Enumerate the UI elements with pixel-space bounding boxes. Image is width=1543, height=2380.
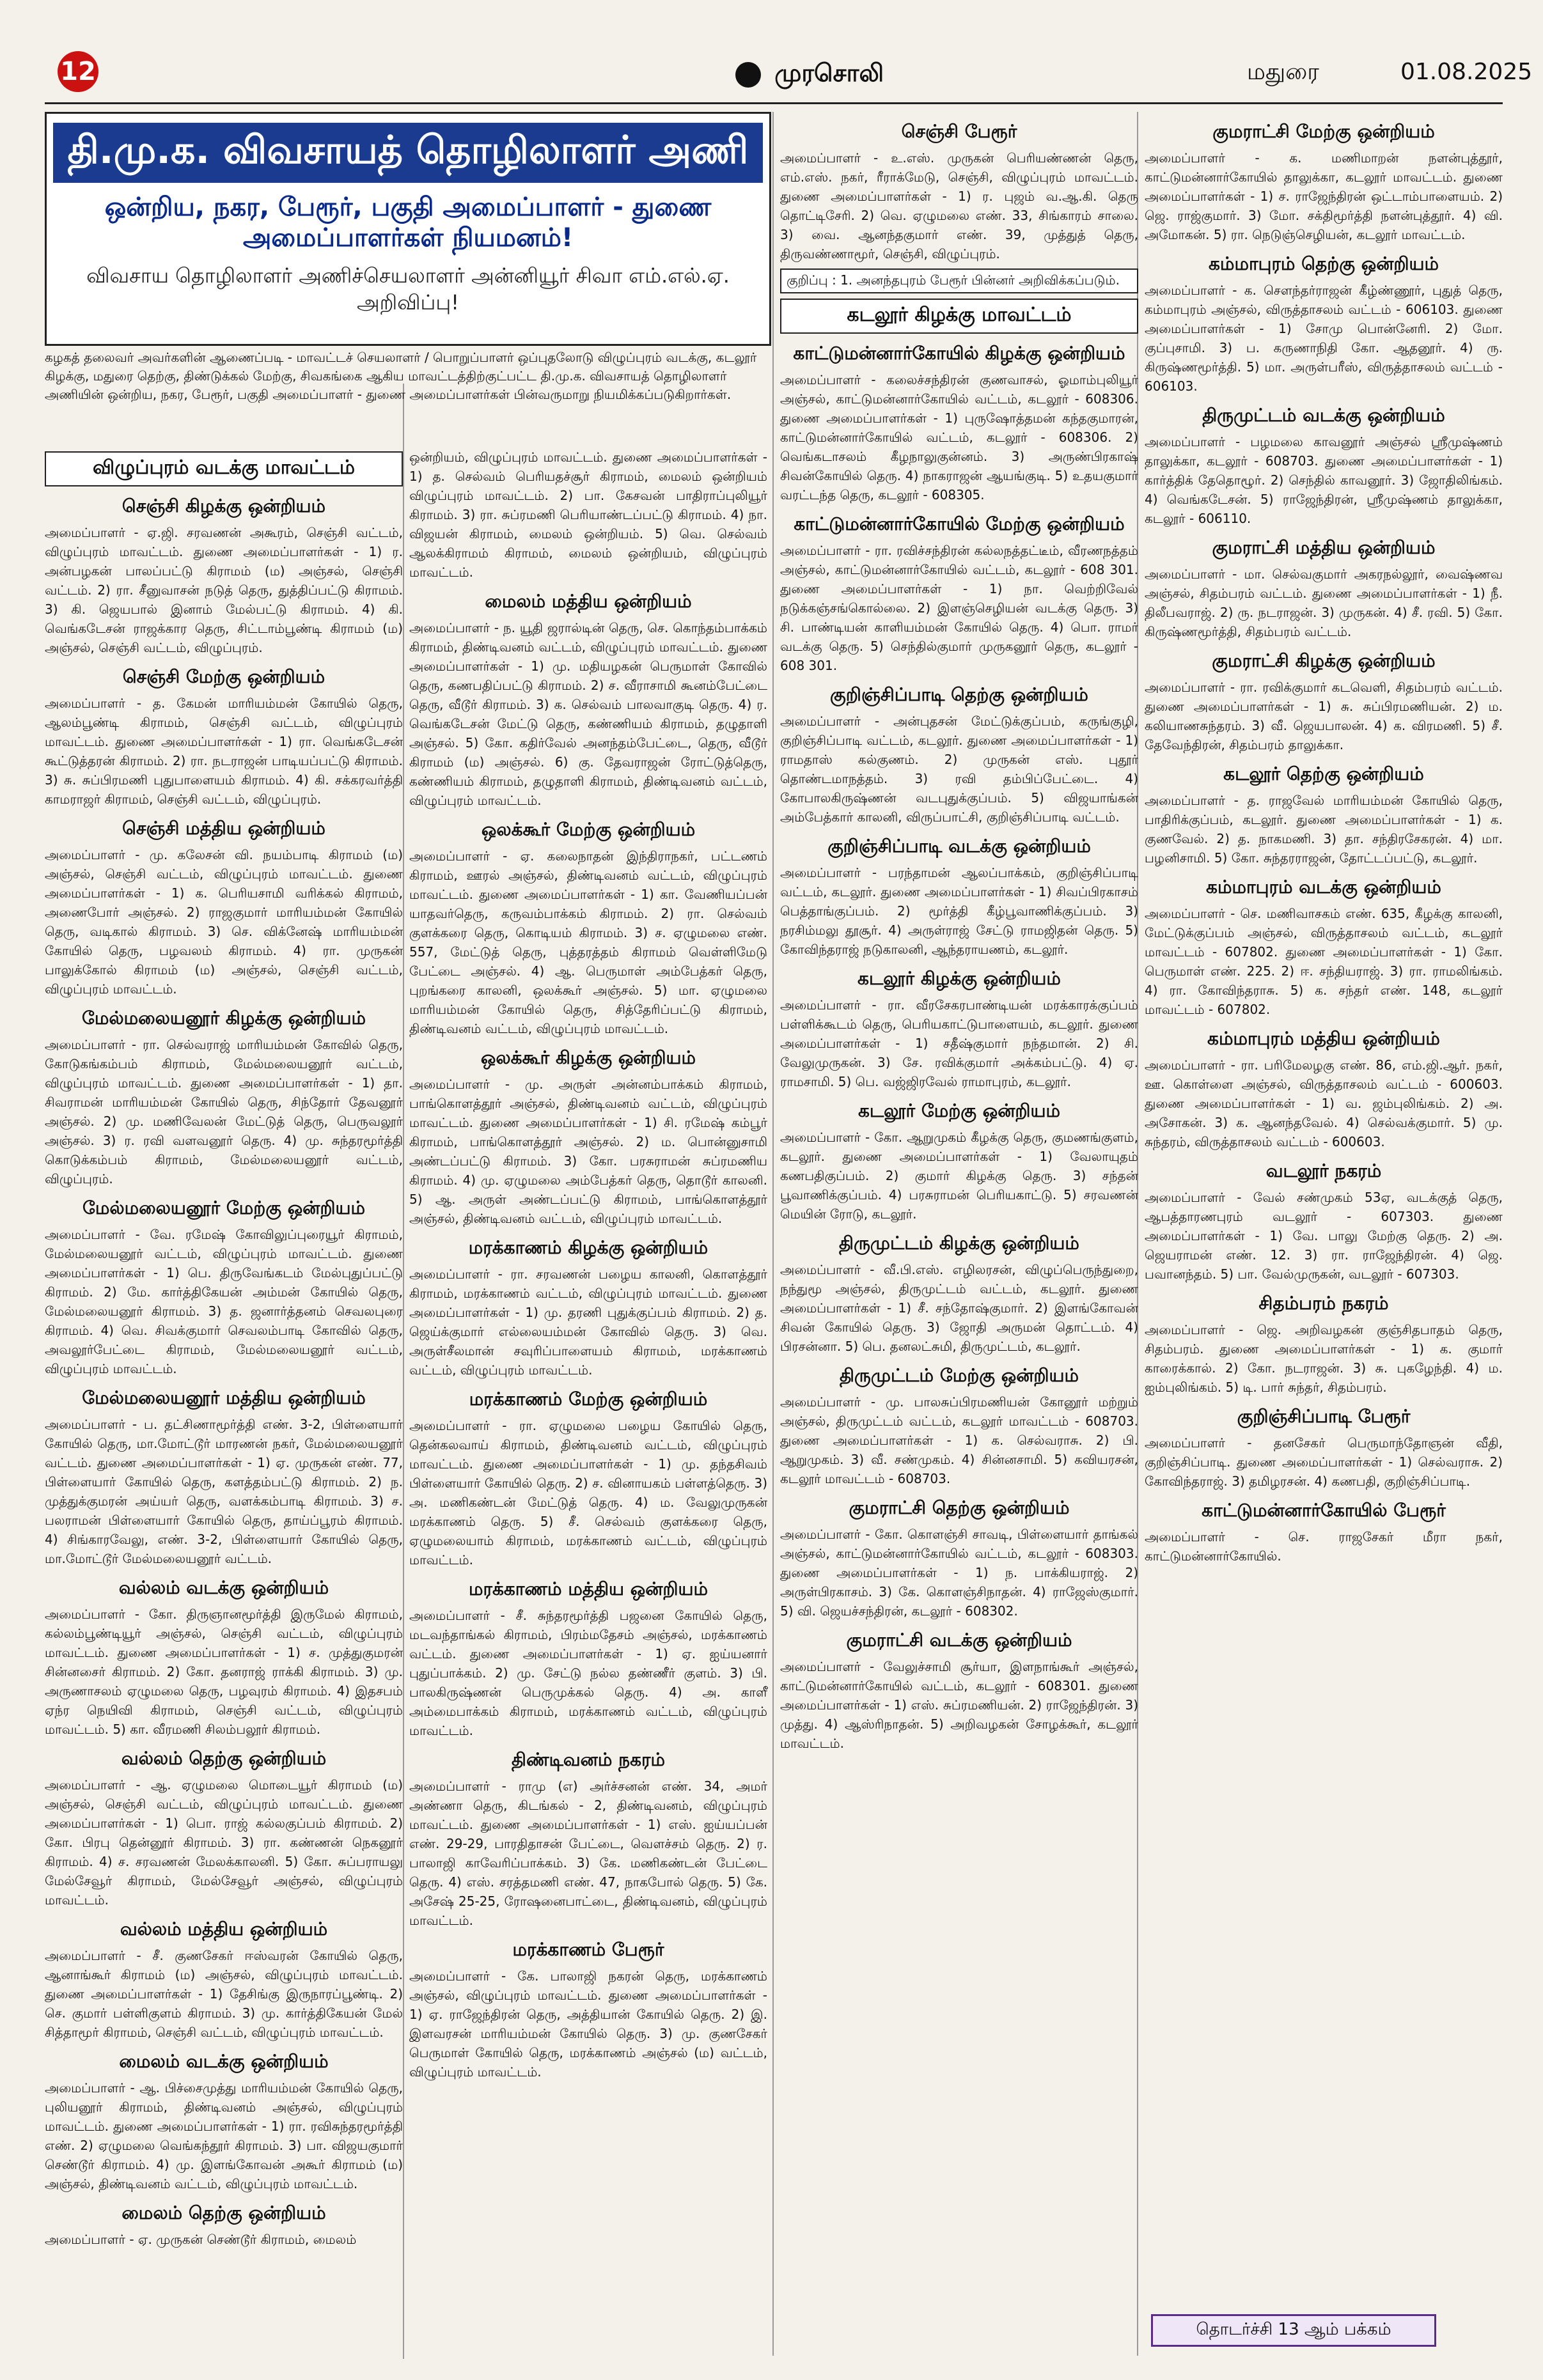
section-title: கம்மாபுரம் தெற்கு ஒன்றியம் [1209,253,1439,274]
appointment-paragraph: அமைப்பாளர் - ப. தட்சிணாமூர்த்தி எண். 3-2, பிள்ளையார் கோயில் தெரு, மா.மோட்டூர் மாரணன் நகர், மேல்மலையனூர் வட்டம். துணை அமைப்பாளர்கள் - 1) ஏ. முருகன் எண். 77, பிள்ளையார் கோயில் தெரு, களத்தம்பட்டு கிராமம். 2) ந. முத்துக்குமரன் அய்யர் தெரு, வளக்கம்பாடி கிராமம். 3) ச. பலராமன் பிள்ளையார் கோயில் தெரு, தாய்ப்பூரம் கிராமம். 4) சிங்காரவேலு, எண். 3-2, பிள்ளையார் கோயில் தெரு, மா.மோட்டூர் மேல்மலையனூர் வட்டம். [45,1417,403,1566]
section-title: செஞ்சி பேரூர் [901,121,1017,142]
appointment-paragraph: அமைப்பாளர் - வேலுச்சாமி சூர்யா, இளநாங்கூர் அஞ்சல், காட்டுமன்னார்கோயில் வட்டம், கடலூர் - 608301. துணை அமைப்பாளர்கள் - 1) எஸ். சுப்ரமணியன். 2) ராஜேந்திரன். 3) முத்து. 4) ஆஸ்ரிநாதன். 5) அறிவழகன் சோழக்கூர், கடலூர் மாவட்டம். [780,1659,1138,1751]
column-rule [772,112,774,2356]
section-title: கடலூர் மேற்கு ஒன்றியம் [858,1100,1060,1121]
section-title: காட்டுமன்னார்கோயில் மேற்கு ஒன்றியம் [794,513,1125,534]
section-title: செஞ்சி மேற்கு ஒன்றியம் [122,666,325,687]
appointment-paragraph: அமைப்பாளர் - கலைச்சந்திரன் குணவாசல், ஓமாம்புலியூர் அஞ்சல், காட்டுமன்னார்கோயில் வட்டம், கடலூர் - 608306. துணை அமைப்பாளர்கள் - 1) புருஷோத்தமன் கந்தகுமாரன், காட்டுமன்னார்கோயில் வட்டம், கடலூர் - 608306. 2) வெங்கடாசலம் கீழநாலுகுன்னம். 3) அருண்பிரகாஷ் சிவன்கோயில் தெரு. 4) நாகராஜன் ஆயங்குடி. 5) உதயகுமார் வரட்டந்த தெரு, கடலூர் - 608305. [780,372,1138,502]
section-title: காட்டுமன்னார்கோயில் பேரூர் [1202,1500,1446,1521]
section-title: காட்டுமன்னார்கோயில் கிழக்கு ஒன்றியம் [793,343,1125,364]
section-title: குமராட்சி கிழக்கு ஒன்றியம் [1212,650,1436,671]
appointment-paragraph: அமைப்பாளர் - சீ. சுந்தரமூர்த்தி பஜனை கோயில் தெரு, மடவந்தாங்கல் கிராமம், பிரம்மதேசம் அஞ்சல், மரக்காணம் வட்டம். துணை அமைப்பாளர்கள் - 1) ஏ. ஐய்யனார் புதுப்பாக்கம். 2) மு. சேட்டு நல்ல தண்ணீர் குளம். 3) பி. பாலகிருஷ்ணன் பெருமுக்கல் தெரு. 4) அ. காளீ அம்மைபாக்கம் கிராமம், மரக்காணம் வட்டம், விழுப்புரம் மாவட்டம். [409,1608,767,1738]
appointment-paragraph: அமைப்பாளர் - மா. செல்வகுமார் அகரநல்லூர், வைஷ்ணவ அஞ்சல், சிதம்பரம் வட்டம். துணை அமைப்பாளர்கள் - 1) நீ. திலீபவராஜ். 2) ரு. நடராஜன். 3) முருகன். 4) சீ. ரவி. 5) கோ. கிருஷ்ணமூர்த்தி, சிதம்பரம் வட்டம். [1145,566,1503,639]
section-title: திண்டிவனம் நகரம் [512,1749,665,1770]
appointment-paragraph: அமைப்பாளர் - தனசேகர் பெருமாந்தோஞன் வீதி, குறிஞ்சிப்பாடி. துணை அமைப்பாளர்கள் - 1) செல்வராசு. 2) கோவிந்தராஜ். 3) தமிழரசன். 4) கணபதி, குறிஞ்சிப்பாடி. [1145,1435,1503,1489]
section-title: செஞ்சி மத்திய ஒன்றியம் [122,818,325,839]
headline-subtitle: ஒன்றிய, நகர, பேரூர், பகுதி அமைப்பாளர் - துணை அமைப்பாளர்கள் நியமனம்! [104,192,712,253]
section-title: குறிஞ்சிப்பாடி பேரூர் [1237,1406,1411,1427]
district-heading: கடலூர் கிழக்கு மாவட்டம் [780,299,1138,334]
section-title: சிதம்பரம் நகரம் [1258,1293,1389,1314]
section-title: மரக்காணம் பேரூர் [512,1939,664,1960]
brand-title [735,59,884,91]
section-title: வல்லம் மத்திய ஒன்றியம் [120,1918,328,1940]
section-title: கடலூர் கிழக்கு ஒன்றியம் [858,968,1061,989]
section-title: குறிஞ்சிப்பாடி தெற்கு ஒன்றியம் [830,684,1088,705]
appointment-paragraph: அமைப்பாளர் - ஏ. முருகன் செண்டூர் கிராமம், மைலம் [45,2232,357,2247]
appointment-paragraph: அமைப்பாளர் - கோ. திருஞானமூர்த்தி இருமேல் கிராமம், கல்லம்பூண்டியூர் அஞ்சல், செஞ்சி வட்டம், விழுப்புரம் மாவட்டம். துணை அமைப்பாளர்கள் - 1) ச. முத்துகுமரன் சின்னசைர் கிராமம். 2) கோ. தனராஜ் ராக்கி கிராமம். 3) மு. அருணாசலம் ஏழுமலை தெரு, பழவுரம் கிராமம். 4) இதசபம் ஏந்ர நெயிவி கிராமம், செஞ்சி வட்டம், விழுப்புரம் மாவட்டம். 5) கா. வீரமணி சிலம்பலூர் கிராமம். [45,1606,403,1737]
appointment-paragraph: அமைப்பாளர் - ரா. செல்வராஜ் மாரியம்மன் கோவில் தெரு, கோடுகங்கம்பம் கிராமம், மேல்மலையனூர் வட்டம், விழுப்புரம் மாவட்டம். துணை அமைப்பாளர்கள் - 1) தா. சிவராமன் மாரியம்மன் கோயில் தெரு, சிந்தோர் தேவனூர் அஞ்சல். 2) மு. மணிவேலன் மேட்டுத் தெரு, பெருவலூர் அஞ்சல். 3) ர. ரவி வளவனூர் தெரு. 4) மு. சுந்தரமூர்த்தி கொடுக்கம்பம் கிராமம், மேல்மலையனூர் வட்டம், விழுப்புரம். [45,1037,403,1186]
district-heading: விழுப்புரம் வடக்கு மாவட்டம் [45,451,403,486]
section-title: குமராட்சி தெற்கு ஒன்றியம் [849,1497,1070,1518]
appointment-paragraph: அமைப்பாளர் - ஜெ. அறிவழகன் குஞ்சிதபாதம் தெரு, சிதம்பரம். துணை அமைப்பாளர்கள் - 1) க. குமார் காரைக்கால். 2) கோ. நடராஜன். 3) சு. புகழேந்தி. 4) ம. ஐம்புலிங்கம். 5) டி. பார் சுந்தர், சிதம்பரம். [1145,1322,1503,1395]
appointment-paragraph: அமைப்பாளர் - ஆ. பிச்சைமுத்து மாரியம்மன் கோயில் தெரு, புலியனூர் கிராமம், திண்டிவனம் அஞ்சல், விழுப்புரம் மாவட்டம். துணை அமைப்பாளர்கள் - 1) ரா. ரவிசுந்தரமூர்த்தி எண். 2) ஏழுமலை வெங்கந்தூர் கிராமம். 3) பா. விஜயகுமார் செண்டூர் கிராமம். 4) மு. இளங்கோவன் அகூர் கிராமம் (ம) அஞ்சல், திண்டிவனம் வட்டம், விழுப்புரம் மாவட்டம். [45,2080,403,2191]
headline-byline: விவசாய தொழிலாளர் அணிச்செயலாளர் அன்னியூர் சிவா எம்.எல்.ஏ. அறிவிப்பு! [86,263,730,315]
page-number: 12 [58,51,98,92]
section-title: கம்மாபுரம் மத்திய ஒன்றியம் [1207,1028,1440,1049]
section-title: குமராட்சி மத்திய ஒன்றியம் [1212,537,1436,558]
appointment-paragraph: அமைப்பாளர் - ரா. வீரசேகரபாண்டியன் மரக்காரக்குப்பம் பள்ளிக்கூடம் தெரு, பெரியகாட்டுபாளையம், கடலூர். துணை அமைப்பாளர்கள் - 1) சதீஷ்குமார் நந்தமான். 2) சி. வேலுமுருகன். 3) சே. ரவிக்குமார் அக்கம்பட்டு. 4) ஏ. ராமசாமி. 5) பெ. வஜ்ஜிரவேல் ராமாபுரம், கடலூர். [780,997,1138,1089]
appointment-paragraph: அமைப்பாளர் - செ. மணிவாசகம் எண். 635, கீழக்கு காலனி, மேட்டுக்குப்பம் அஞ்சல், விருத்தாசலம் வட்டம், கடலூர் மாவட்டம் - 607802. துணை அமைப்பாளர்கள் - 1) கோ. பெருமாள் எண். 225. 2) ஈ. சந்தியராஜ். 3) ரா. ராமலிங்கம். 4) ரா. கோவிந்தராசு. 5) க. சந்தர் எண். 148, கடலூர் மாவட்டம் - 607802. [1145,906,1503,1017]
brand-name: முரசொலி [774,59,884,87]
appointment-paragraph: ஒன்றியம், விழுப்புரம் மாவட்டம். துணை அமைப்பாளர்கள் - 1) த. செல்வம் பெரியதச்சூர் கிராமம், மைலம் ஒன்றியம் விழுப்புரம் மாவட்டம். 2) பா. கேசவன் பாதிராப்புலியூர் கிராமம். 3) ரா. சுப்ரமணி பெரியாண்டப்பட்டு கிராமம். 4) நா. விஜயன் கிராமம், மைலம் ஒன்றியம். 5) வெ. செல்வம் ஆலக்கிராமம் கிராமம், மைலம் ஒன்றியம், விழுப்புரம் மாவட்டம். [409,449,767,580]
appointment-paragraph: அமைப்பாளர் - கோ. கொளஞ்சி சாவடி, பிள்ளையார் தாங்கல் அஞ்சல், காட்டுமன்னார்கோயில் வட்டம், கடலூர் - 608303. துணை அமைப்பாளர்கள் - 1) ந. பாக்கியராஜ். 2) அருள்பிரகாசம். 3) கே. கொளஞ்சிநாதன். 4) ராஜேஸ்குமார். 5) வி. ஜெயச்சந்திரன், கடலூர் - 608302. [780,1527,1138,1619]
headline-title: தி.மு.க. விவசாயத் தொழிலாளர் அணி [53,123,763,183]
column-1 [45,447,403,2253]
column-2 [409,447,767,2085]
appointment-paragraph: அமைப்பாளர் - பழமலை காவனூர் அஞ்சல் ஸ்ரீமுஷ்ணம் தாலுக்கா, கடலூர் - 608703. துணை அமைப்பாளர்கள் - 1) கார்த்திக் தேதொழூர். 2) செந்தில் காவனூர். 3) ஜோதிலிங்கம். 4) வெங்கடேசன். 5) ராஜேந்திரன், ஸ்ரீமுஷ்ணம் தாலுக்கா, கடலூர் - 606110. [1145,434,1503,526]
column-4 [1145,112,1503,1569]
section-title: மேல்மலையனூர் மத்திய ஒன்றியம் [82,1387,366,1408]
appointment-paragraph: அமைப்பாளர் - ஏ. கலைநாதன் இந்திராநகர், பட்டணம் கிராமம், ஊரல் அஞ்சல், திண்டிவனம் வட்டம், விழுப்புரம் மாவட்டம். துணை அமைப்பாளர்கள் - 1) கா. வேணியப்பன் யாதவர்தெரு, கருவம்பாக்கம் கிராமம். 2) ரா. செல்வம் குளக்கரை தெரு, கொடியம் கிராமம். 3) ச. ஏழுமலை எண். 557, மேட்டுத் தெரு, புத்தரத்தம் கிராமம் வெள்ளிமேடு பேட்டை அஞ்சல். 4) ஆ. பெருமாள் அம்பேத்கர் தெரு, புறங்கரை காலனி, ஒலக்கூர் அஞ்சல். 5) மா. ஏழுமலை மாரியம்மன் கோயில் தெரு, சித்தேரிப்பட்டு கிராமம், திண்டிவனம் வட்டம், விழுப்புரம் மாவட்டம். [409,848,767,1036]
appointment-paragraph: அமைப்பாளர் - த. ராஜவேல் மாரியம்மன் கோயில் தெரு, பாதிரிக்குப்பம், கடலூர். துணை அமைப்பாளர்கள் - 1) க. குணவேல். 2) த. நாகமணி. 3) தா. சந்திரசேகரன். 4) மா. பழனிசாமி. 5) கோ. சுந்தரராஜன், தோட்டப்பட்டு, கடலூர். [1145,793,1503,866]
section-title: திருமுட்டம் மேற்கு ஒன்றியம் [839,1365,1079,1386]
section-title: திருமுட்டம் கிழக்கு ஒன்றியம் [839,1233,1079,1254]
section-title: மரக்காணம் மேற்கு ஒன்றியம் [469,1388,708,1410]
section-title: கடலூர் தெற்கு ஒன்றியம் [1223,763,1424,784]
section-title: வடலூர் நகரம் [1265,1160,1382,1181]
section-title: ஒலக்கூர் மேற்கு ஒன்றியம் [481,819,696,840]
section-title: மரக்காணம் மத்திய ஒன்றியம் [468,1578,709,1599]
edition-city: மதுரை [1247,59,1319,85]
section-title: மேல்மலையனூர் மேற்கு ஒன்றியம் [82,1197,366,1218]
section-title: வல்லம் வடக்கு ஒன்றியம் [118,1577,329,1598]
issue-date: 01.08.2025 [1400,59,1533,85]
appointment-paragraph: அமைப்பாளர் - ரா. சரவணன் பழைய காலனி, கொளத்தூர் கிராமம், மரக்காணம் வட்டம், விழுப்புரம் மாவட்டம். துணை அமைப்பாளர்கள் - 1) மு. தரணி புதுக்குப்பம் கிராமம். 2) த. ஜெய்க்குமார் எல்லையம்மன் கோவில் தெரு. 3) வெ. அருள்சீலமான் சவுரிப்பாளையம் கிராமம், மரக்காணம் வட்டம், விழுப்புரம் மாவட்டம். [409,1266,767,1378]
brand-logo-icon [735,62,761,88]
appointment-paragraph: அமைப்பாளர் - மு. பாலசுப்பிரமணியன் கோனூர் மற்றும் அஞ்சல், திருமுட்டம் வட்டம், கடலூர் மாவட்டம் - 608703. துணை அமைப்பாளர்கள் - 1) க. செல்வராசு. 2) பி. ஆறுமுகம். 3) வீ. சண்முகம். 4) சின்னசாமி. 5) கவியரசன், கடலூர் மாவட்டம் - 608703. [780,1394,1138,1486]
appointment-paragraph: அமைப்பாளர் - க. மணிமாறன் நளன்புத்தூர், காட்டுமன்னார்கோயில் தாலுக்கா, கடலூர் மாவட்டம். துணை அமைப்பாளர்கள் - 1) ச. ராஜேந்திரன் ஒட்டாம்பாளையம். 2) ஜெ. ராஜ்குமார். 3) மோ. சக்திமூர்த்தி நளன்புத்தூர். 4) வி. அமோகன். 5) ரா. நெடுஞ்செழியன், கடலூர் மாவட்டம். [1145,150,1503,242]
appointment-paragraph: அமைப்பாளர் - மு. அருள் அன்னம்பாக்கம் கிராமம், பாங்கொளத்தூர் அஞ்சல், திண்டிவனம் வட்டம், விழுப்புரம் மாவட்டம். துணை அமைப்பாளர்கள் - 1) சி. ரமேஷ் கம்பூர் கிராமம், பாங்கொளத்தூர் அஞ்சல். 2) ம. பொன்னுசாமி அண்டப்பட்டு கிராமம். 3) கோ. பரசுராமன் சுப்ரமணிய கிராமம். 4) மு. ஏழுமலை அம்பேத்கர் தெரு, தொடூர் காலனி. 5) ஆ. அருள் அண்டப்பட்டு கிராமம், பாங்கொளத்தூர் அஞ்சல், திண்டிவனம் வட்டம், விழுப்புரம் மாவட்டம். [409,1077,767,1226]
section-title: செஞ்சி கிழக்கு ஒன்றியம் [121,495,326,517]
appointment-paragraph: அமைப்பாளர் - மு. கலேசன் வி. நயம்பாடி கிராமம் (ம) அஞ்சல், செஞ்சி வட்டம், விழுப்புரம் மாவட்டம். துணை அமைப்பாளர்கள் - 1) க. பெரியசாமி வரிக்கல் கிராமம், அணைபோர் அஞ்சல். 2) ராஜகுமார் மாரியம்மன் கோயில் தெரு, வடிகால் கிராமம். 3) செ. விக்னேஷ் மாரியம்மன் கோயில் தெரு, பழவலம் கிராமம். 4) ரா. முருகன் பாலுக்கோல் கிராமம் (ம) அஞ்சல், செஞ்சி வட்டம், விழுப்புரம் மாவட்டம். [45,847,403,997]
appointment-paragraph: அமைப்பாளர் - ஏ.ஜி. சரவணன் அகூரம், செஞ்சி வட்டம், விழுப்புரம் மாவட்டம். துணை அமைப்பாளர்கள் - 1) ர. அன்பழகன் பாலப்பட்டு கிராமம் (ம) அஞ்சல், செஞ்சி வட்டம். 2) ரா. சீனுவாசன் நடுத் தெரு, துத்திப்பட்டு கிராமம். 3) கி. ஜெயபால் இனாம் மேல்பட்டு கிராமம். 4) கி. வெங்கடேசன் ராஜக்கார தெரு, சிட்டாம்பூண்டி கிராமம் (ம) அஞ்சல், செஞ்சி வட்டம், விழுப்புரம். [45,525,403,655]
section-title: வல்லம் தெற்கு ஒன்றியம் [121,1748,327,1769]
section-title: ஒலக்கூர் கிழக்கு ஒன்றியம் [480,1047,696,1068]
appointment-paragraph: அமைப்பாளர் - ந. யூதி ஜரால்டின் தெரு, செ. கொந்தம்பாக்கம் கிராமம், திண்டிவனம் வட்டம், விழுப்புரம் மாவட்டம். துணை அமைப்பாளர்கள் - 1) மு. மதியழகன் பெருமாள் கோவில் தெரு, கணபதிப்பட்டு கிராமம். 2) ச. வீராசாமி கூனம்பேட்டை தெரு, வீடூர் கிராமம். 3) க. செல்வம் பாலவாகுடி தெரு. 4) ர. வெங்கடேசன் மேட்டு தெரு, கண்ணியம் கிராமம், தழுதாளி அஞ்சல். 5) கோ. கதிர்வேல் அனந்தம்பேட்டை, தெரு, வீடூர் கிராமம் (ம) அஞ்சல். 6) கு. தேவராஜன் ரோட்டுத்தெரு, கண்ணியம் கிராமம், தழுதாளி கிராமம், திண்டிவனம் வட்டம், விழுப்புரம் மாவட்டம். [409,620,767,808]
appointment-paragraph: அமைப்பாளர் - கே. பாலாஜி நகரன் தெரு, மரக்காணம் அஞ்சல், விழுப்புரம் மாவட்டம். துணை அமைப்பாளர்கள் - 1) ஏ. ராஜேந்திரன் தெரு, அத்தியான் கோயில் தெரு. 2) இ. இளவரசன் மாரியம்மன் கோயில் தெரு. 3) மு. குணசேகர் பெருமாள் கோயில் தெரு, மரக்காணம் அஞ்சல் (ம) வட்டம், விழுப்புரம் மாவட்டம். [409,1968,767,2080]
appointment-paragraph: அமைப்பாளர் - வேல் சண்முகம் 53ஏ, வடக்குத் தெரு, ஆபத்தாரணபுரம் வடலூர் - 607303. துணை அமைப்பாளர்கள் - 1) வே. பாலு மேற்கு தெரு. 2) அ. ஜெயராமன் எண். 12. 3) ரா. ராஜேந்திரன். 4) ஜெ. பவானந்தம். 5) பா. வேல்முருகன், வடலூர் - 607303. [1145,1190,1503,1282]
section-title: குறிஞ்சிப்பாடி வடக்கு ஒன்றியம் [827,836,1091,857]
appointment-paragraph: குறிப்பு : 1. அனந்தபுரம் பேரூர் பின்னர் அறிவிக்கப்படும். [780,268,1138,293]
section-title: மரக்காணம் கிழக்கு ஒன்றியம் [468,1237,709,1258]
appointment-paragraph: அமைப்பாளர் - கோ. ஆறுமுகம் கீழக்கு தெரு, குமணங்குளம், கடலூர். துணை அமைப்பாளர்கள் - 1) வேலாயுதம் கணபதிகுப்பம். 2) குமார் கிழக்கு தெரு. 3) சந்தன் பூவாணிக்குப்பம். 4) பரசுராமன் பெரியகாட்டு. 5) சரவணன் மெயின் ரோடு, கடலூர். [780,1130,1138,1222]
appointment-paragraph: அமைப்பாளர் - க. சௌந்தர்ராஜன் கீழ்ண்ணூர், புதுத் தெரு, கம்மாபுரம் அஞ்சல், விருத்தாசலம் வட்டம் - 606103. துணை அமைப்பாளர்கள் - 1) சோமு பொன்னேரி. 2) மோ. குப்புசாமி. 3) ப. கருணாநிதி கோ. ஆதனூர். 4) ரு. கிருஷ்ணமூர்த்தி. 5) மா. அருள்பரீஸ், விருத்தாசலம் வட்டம் - 606103. [1145,283,1503,394]
continued-notice: தொடர்ச்சி 13 ஆம் பக்கம் [1151,2314,1436,2347]
section-title: மைலம் தெற்கு ஒன்றியம் [121,2202,326,2223]
appointment-paragraph: அமைப்பாளர் - ரா. பரிமேலழகு எண். 86, எம்.ஜி.ஆர். நகர், ஊ. கொள்ளை அஞ்சல், விருத்தாசலம் வட்டம் - 600603. துணை அமைப்பாளர்கள் - 1) வ. ஜம்புலிங்கம். 2) அ. அசோகன். 3) க. ஆனந்தவேல். 4) செல்வக்குமார். 5) மு. சுந்தரம், விருத்தாசலம் வட்டம் - 600603. [1145,1057,1503,1149]
column-3 [780,112,1138,1757]
section-title: மேல்மலையனூர் கிழக்கு ஒன்றியம் [82,1007,366,1029]
section-title: மைலம் வடக்கு ஒன்றியம் [119,2051,329,2072]
appointment-paragraph: அமைப்பாளர் - ரா. ரவிச்சந்திரன் கல்லநத்தட்டீம், வீரணநத்தம் அஞ்சல், காட்டுமன்னார்கோயில் வட்டம், கடலூர் - 608 301. துணை அமைப்பாளர்கள் - 1) நா. வெற்றிவேல் நடுக்கஞ்சங்கொல்லை. 2) இளஞ்செழியன் வடக்கு தெரு. 3) சி. பாண்டியன் காளியம்மன் கோயில் தெரு. 4) பொ. ராமர் வடக்கு தெரு. 5) செந்தில்குமார் முருகனூர் தெரு, கடலூர் - 608 301. [780,543,1138,673]
section-title: கம்மாபுரம் வடக்கு ஒன்றியம் [1206,876,1441,898]
appointment-paragraph: அமைப்பாளர் - ராமு (எ) அர்ச்சனன் எண். 34, அமர் அண்ணா தெரு, கிடங்கல் - 2, திண்டிவனம், விழுப்புரம் மாவட்டம். துணை அமைப்பாளர்கள் - 1) எஸ். ஐய்யப்பன் எண். 29-29, பாரதிதாசன் பேட்டை, வெளச்சம் தெரு. 2) ர. பாலாஜி காவேரிப்பாக்கம். 3) கே. மணிகண்டன் பேட்டை தெரு. 4) எஸ். சரத்தமணி எண். 47, நாகபோல் தெரு. 5) கே. அசேஷ் 25-25, ரோஷனைபாட்டை, திண்டிவனம், விழுப்புரம் மாவட்டம். [409,1778,767,1928]
section-title: குமராட்சி வடக்கு ஒன்றியம் [846,1629,1072,1651]
masthead [45,45,1533,104]
appointment-paragraph: அமைப்பாளர் - ரா. ரவிக்குமார் கடவெளி, சிதம்பரம் வட்டம். துணை அமைப்பாளர்கள் - 1) சு. சுப்பிரமணியன். 2) ம. கலியாணசுந்தரம். 3) வீ. ஜெயபாலன். 4) க. விரமணி. 5) சீ. தேவேந்திரன், சிதம்பரம் தாலுக்கா. [1145,680,1503,752]
appointment-paragraph: அமைப்பாளர் - பரந்தாமன் ஆலப்பாக்கம், குறிஞ்சிப்பாடி வட்டம், கடலூர். துணை அமைப்பாளர்கள் - 1) சிவப்பிரகாசம் பெத்தாங்குப்பம். 2) மூர்த்தி கீழ்பூவாணிக்குப்பம். 3) நரசிம்மலு தூசூர். 4) அருள்ராஜ் சேட்டு ராமஜிதன் தெரு. 5) கோவிந்தராஜ் நடுகாலனி, ஆந்தராயணம், கடலூர். [780,865,1138,957]
headline-box [45,112,771,346]
appointment-paragraph: அமைப்பாளர் - செ. ராஜசேகர் மீரா நகர், காட்டுமன்னார்கோயில். [1145,1529,1503,1564]
appointment-paragraph: அமைப்பாளர் - அன்புதசன் மேட்டுக்குப்பம், கருங்குழி, குறிஞ்சிப்பாடி வட்டம், கடலூர். துணை அமைப்பாளர்கள் - 1) ராமதாஸ் கல்குணம். 2) முருகன் எஸ். புதூர் தொண்டமாநத்தம். 3) ரவி தம்பிப்பேட்டை. 4) கோபாலகிருஷ்ணன் வடபுதுக்குப்பம். 5) விஜயாங்கன் அம்பேத்கார் காலனி, விருப்பாட்சி, குறிஞ்சிப்பாடி வட்டம். [780,713,1138,825]
appointment-paragraph: அமைப்பாளர் - ஆ. ஏழுமலை மொடையூர் கிராமம் (ம) அஞ்சல், செஞ்சி வட்டம், விழுப்புரம் மாவட்டம். துணை அமைப்பாளர்கள் - 1) பொ. ராஜ் கல்லகுப்பம் கிராமம். 2) கோ. பிரபு தென்னூர் கிராமம். 3) ரா. கண்ணன் நெகனூர் கிராமம். 4) ச. சரவணன் மேலக்காலனி. 5) கோ. சுப்பராயலு மேல்சேவூர் கிராமம், மேல்சேவூர் அஞ்சல், விழுப்புரம் மாவட்டம். [45,1777,403,1908]
intro-paragraph: கழகத் தலைவர் அவர்களின் ஆணைப்படி - மாவட்டச் செயலாளர் / பொறுப்பாளர் ஒப்புதலோடு விழுப்புரம் வடக்கு, கடலூர் கிழக்கு, மதுரை தெற்கு, திண்டுக்கல் மேற்கு, சிவகங்கை ஆகிய மாவட்டத்திற்குட்பட்ட தி.மு.க. விவசாயத் தொழிலாளர் அணியின் ஒன்றிய, நகர, பேரூர், பகுதி அமைப்பாளர் - துணை அமைப்பாளர்கள் பின்வருமாறு நியமிக்கப்படுகிறார்கள். [45,350,757,402]
appointment-paragraph: அமைப்பாளர் - சீ. குணசேகர் ஈஸ்வரன் கோயில் தெரு, ஆனாங்கூர் கிராமம் (ம) அஞ்சல், விழுப்புரம் மாவட்டம். துணை அமைப்பாளர்கள் - 1) தேசிங்கு இருநாரப்பூண்டி. 2) செ. குமார் பள்ளிகுளம் கிராமம். 3) மு. கார்த்திகேயன் மேல் சித்தாமூர் கிராமம், செஞ்சி வட்டம், விழுப்புரம் மாவட்டம். [45,1948,403,2040]
appointment-paragraph: அமைப்பாளர் - த. கேமன் மாரியம்மன் கோயில் தெரு, ஆலம்பூண்டி கிராமம், செஞ்சி வட்டம், விழுப்புரம் மாவட்டம். துணை அமைப்பாளர்கள் - 1) ரா. வெங்கடேசன் கூட்டுத்தரன் கிராமம். 2) ரா. நடராஜன் பாடியப்பட்டு கிராமம். 3) சு. சுப்பிரமணி புதுபாளையம் கிராமம். 4) கி. சக்கரவர்த்தி காமராஜர் கிராமம், செஞ்சி வட்டம், விழுப்புரம். [45,696,403,807]
appointment-paragraph: அமைப்பாளர் - வே. ரமேஷ் கோவிலுப்புரையூர் கிராமம், மேல்மலையனூர் வட்டம், விழுப்புரம் மாவட்டம். துணை அமைப்பாளர்கள் - 1) பெ. திருவேங்கடம் மேல்புதுப்பட்டு கிராமம். 2) மே. கார்த்திகேயன் அம்மன் கோயில் தெரு, மேல்மலையனூர் கிராமம். 3) த. ஜனார்த்தனம் செவலபுரை கிராமம். 4) வெ. சிவக்குமார் செவலம்பாடி கோவில் தெரு, அவலூர்பேட்டை கிராமம், மேல்மலையனூர் வட்டம், விழுப்புரம் மாவட்டம். [45,1227,403,1376]
section-title: மைலம் மத்திய ஒன்றியம் [485,591,692,612]
section-title: திருமுட்டம் வடக்கு ஒன்றியம் [1202,405,1445,426]
appointment-paragraph: அமைப்பாளர் - வீ.பி.எஸ். எழிலரசன், விழுப்பெருந்துறை, நந்துமூ அஞ்சல், திருமுட்டம் வட்டம், கடலூர். துணை அமைப்பாளர்கள் - 1) சீ. சந்தோஷ்குமார். 2) இளங்கோவன் சிவன் கோயில் தெரு. 3) ஜோதி அருமன் தொட்டம். 4) பிரசன்னா. 5) பெ. தனலட்சுமி, திருமுட்டம், கடலூர். [780,1262,1138,1354]
column-rule [403,384,404,2359]
appointment-paragraph: அமைப்பாளர் - ரா. ஏழுமலை பழைய கோயில் தெரு, தென்கலவாய் கிராமம், திண்டிவனம் வட்டம், விழுப்புரம் மாவட்டம். துணை அமைப்பாளர்கள் - 1) மு. தந்தசிவம் பிள்ளையார் கோயில் தெரு. 2) ச. வினாயகம் பள்ளத்தெரு. 3) அ. மணிகண்டன் மேட்டுத் தெரு. 4) ம. வேலுமுருகன் மரக்காணம் தெரு. 5) சீ. செல்வம் குளக்கரை தெரு, ஏழுமலையாம் கிராமம், மரக்காணம் வட்டம், விழுப்புரம் மாவட்டம். [409,1418,767,1567]
section-title: குமராட்சி மேற்கு ஒன்றியம் [1212,121,1435,142]
appointment-paragraph: அமைப்பாளர் - உ.எஸ். முருகன் பெரியண்ணன் தெரு, எம்.எஸ். நகர், ரீராக்மேடு, செஞ்சி, விழுப்புரம் மாவட்டம். துணை அமைப்பாளர்கள் - 1) ர. புஜம் வ.ஆ.கி. தெரு தொட்டிசேரி. 2) வெ. ஏழுமலை எண். 33, சிங்காரம் சாலை. 3) வை. ஆனந்தகுமார் எண். 39, முத்துத் தெரு, திருவண்ணாமூர், செஞ்சி, விழுப்புரம். [780,150,1138,261]
